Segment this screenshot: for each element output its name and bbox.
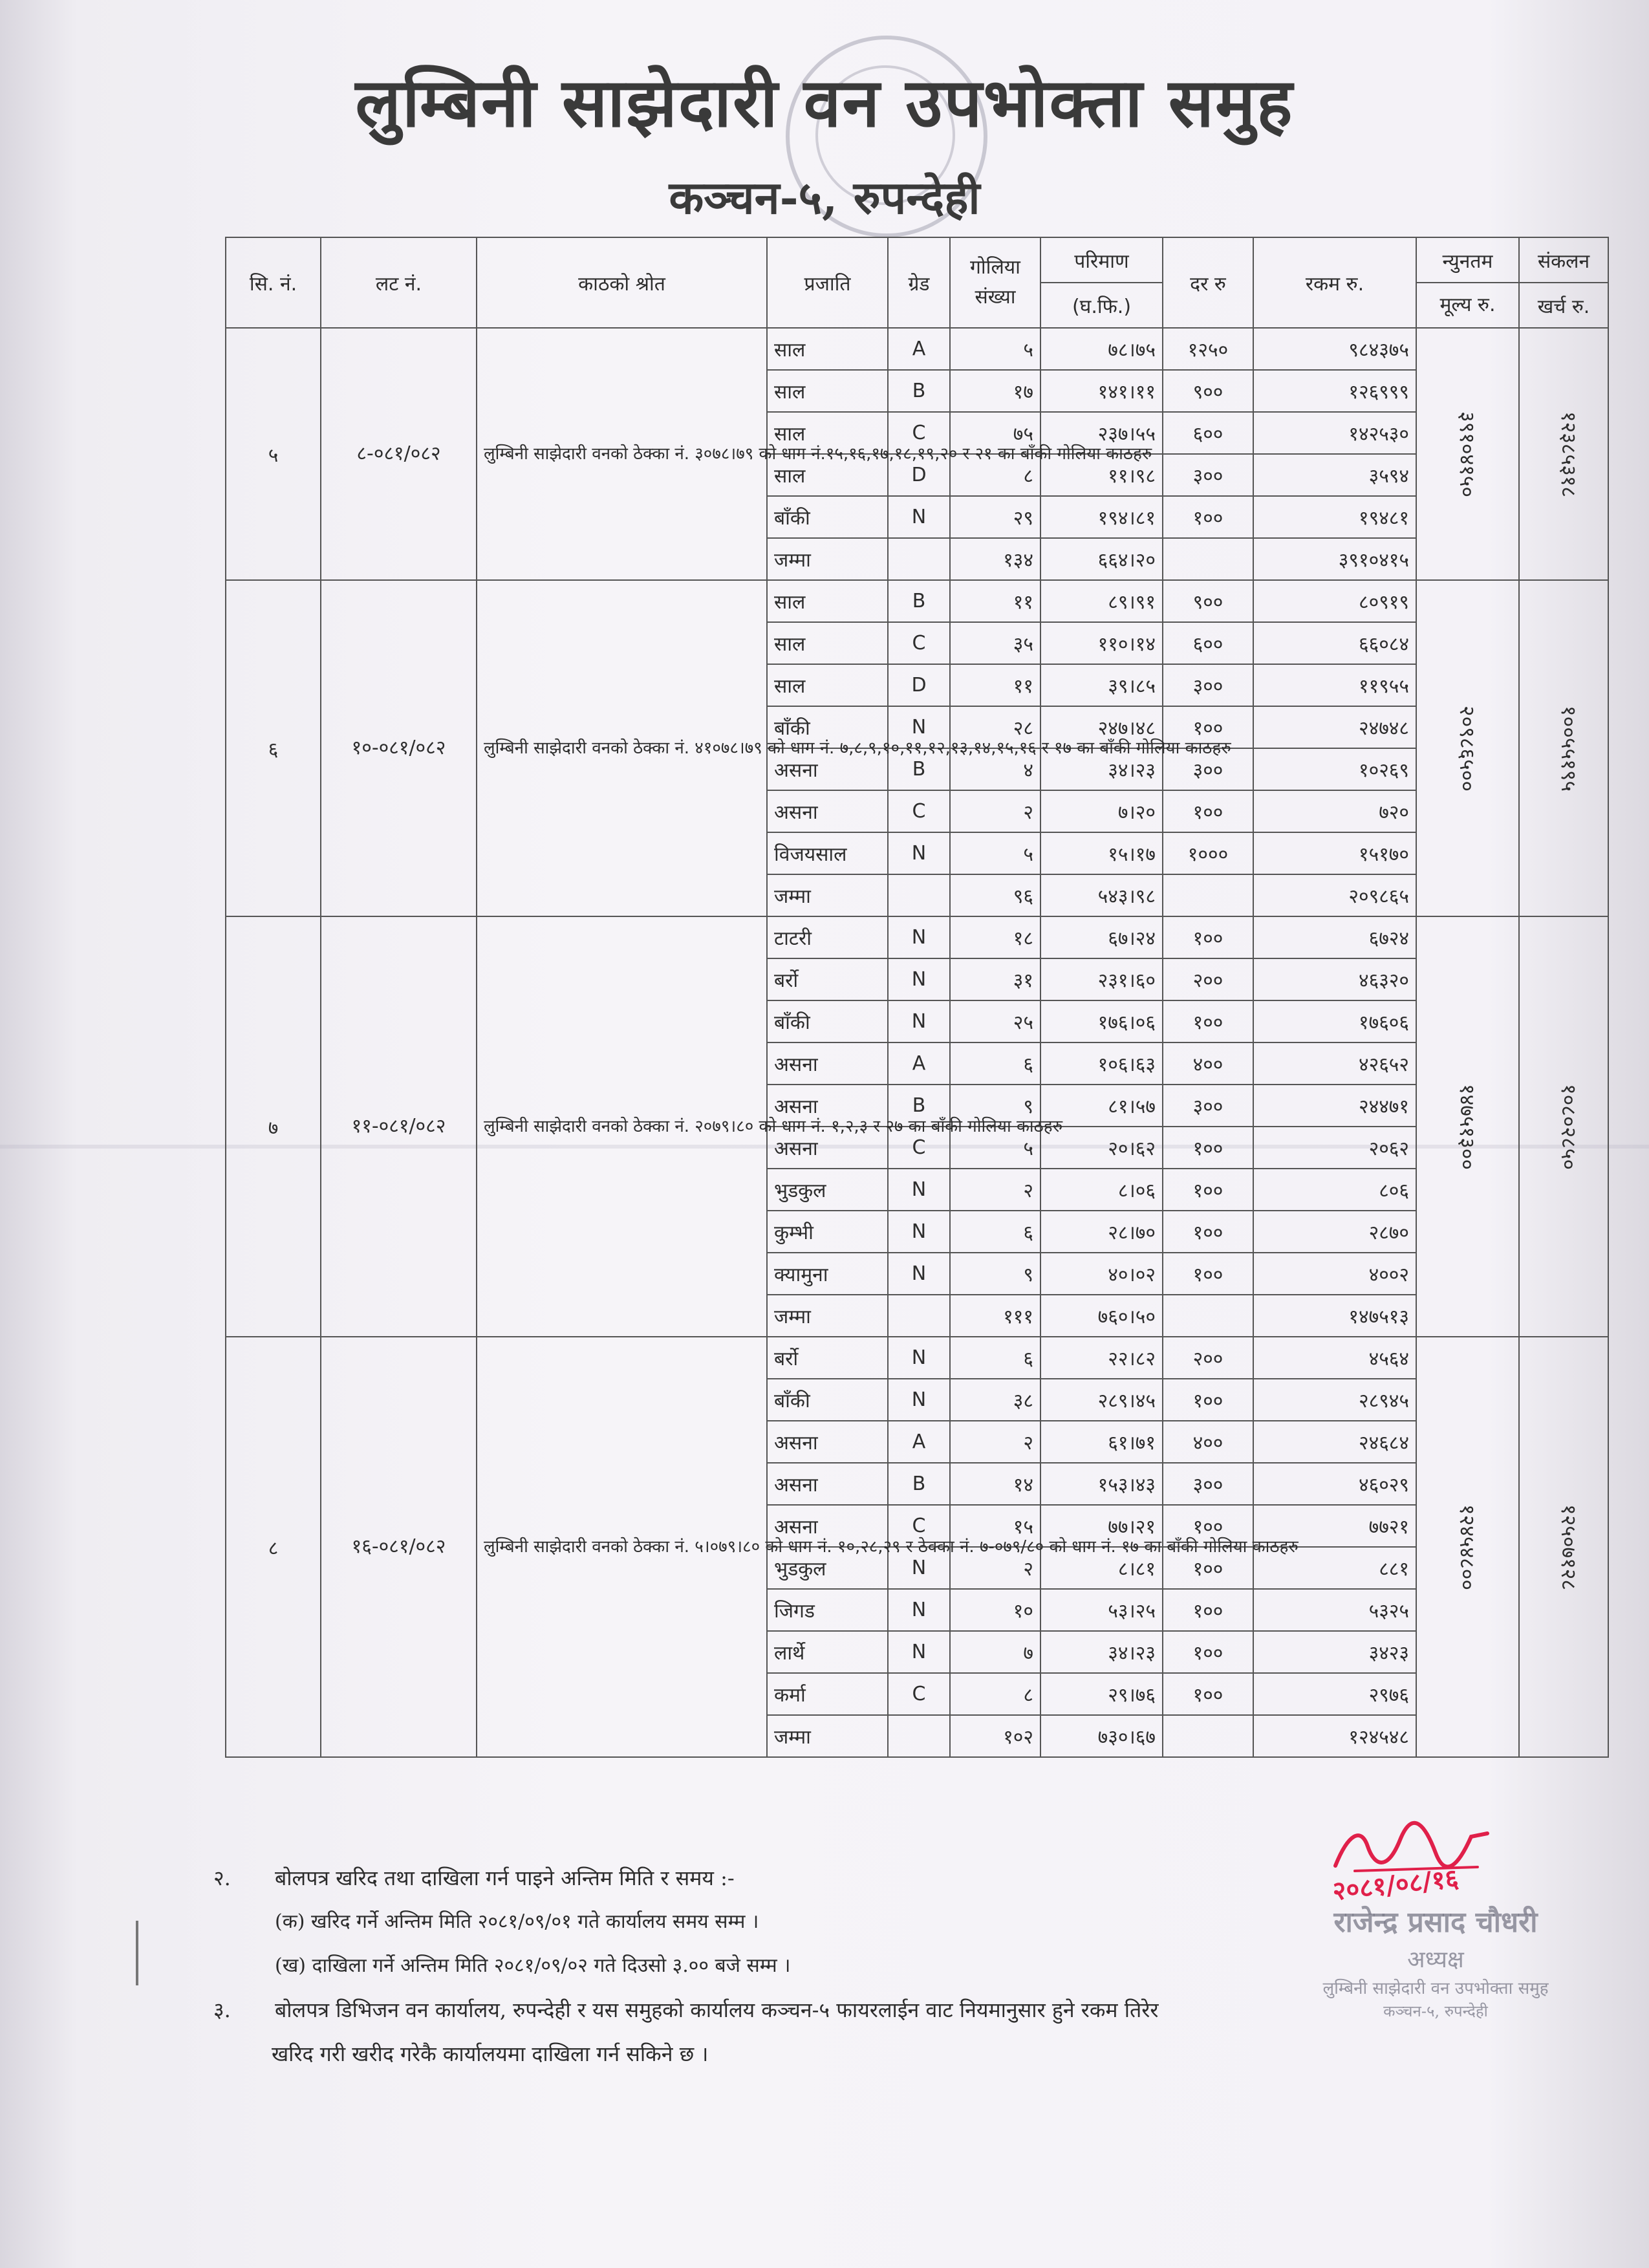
cell-empty — [888, 874, 950, 916]
cell-grade: B — [888, 1085, 950, 1127]
official-designation: अध्यक्ष — [1407, 1947, 1464, 1973]
cell-lot: १०-०८१/०८२ — [321, 580, 477, 916]
cell-source: लुम्बिनी साझेदारी वनको ठेक्का नं. ४१०७८।७९ को धाग नं. ७,८,९,१०,११,१२,१३,१४,१५,१६ र १७ का बाँकी गोलिया काठहरु — [477, 580, 767, 916]
cell-total-quantity: ७६०।५० — [1040, 1295, 1163, 1337]
cell-amount: २८९४५ — [1253, 1379, 1416, 1421]
cell-total-label: जम्मा — [767, 538, 888, 580]
cell-amount: ४६३२० — [1253, 958, 1416, 1000]
cell-quantity: १९४।८१ — [1040, 496, 1163, 538]
cell-total-quantity: ६६४।२० — [1040, 538, 1163, 580]
cell-species: असना — [767, 748, 888, 790]
cell-grade: C — [888, 1505, 950, 1547]
cell-quantity: ५३।२५ — [1040, 1589, 1163, 1631]
cell-count: ५ — [950, 1127, 1040, 1169]
cell-collection — [1519, 916, 1608, 1337]
collection-value: १२३८५३१८ — [1557, 411, 1582, 497]
page-subtitle: कञ्चन-५, रुपन्देही — [669, 171, 980, 224]
cell-amount: २४६८४ — [1253, 1421, 1416, 1463]
cell-quantity: ८।०६ — [1040, 1169, 1163, 1211]
official-address: कञ्चन-५, रुपन्देही — [1383, 2002, 1488, 2020]
cell-rate: १०० — [1163, 1631, 1253, 1673]
cell-grade: N — [888, 1000, 950, 1042]
cell-species: असना — [767, 1505, 888, 1547]
cell-rate: ६०० — [1163, 622, 1253, 664]
cell-empty — [1163, 1295, 1253, 1337]
cell-count: ६ — [950, 1211, 1040, 1253]
cell-amount: २८७० — [1253, 1211, 1416, 1253]
cell-amount: ८०९१९ — [1253, 580, 1416, 622]
cell-species: टाटरी — [767, 916, 888, 958]
cell-quantity: १७६।०६ — [1040, 1000, 1163, 1042]
cell-grade: N — [888, 1631, 950, 1673]
cell-rate: १०० — [1163, 1000, 1253, 1042]
margin-mark — [136, 1921, 138, 1985]
cell-amount: १९४८१ — [1253, 496, 1416, 538]
cell-species: बाँकी — [767, 706, 888, 748]
note-2b: (ख) दाखिला गर्ने अन्तिम मिति २०८१/०९/०२ गते दिउसो ३.०० बजे सम्म । — [275, 1954, 791, 1977]
col-collection-sub: खर्च रु. — [1519, 283, 1608, 328]
cell-count: ११ — [950, 664, 1040, 706]
table-row — [226, 1337, 1608, 1379]
cell-species: साल — [767, 412, 888, 454]
col-collection: संकलन — [1519, 237, 1608, 283]
cell-rate: ३०० — [1163, 454, 1253, 496]
cell-rate: ३०० — [1163, 1085, 1253, 1127]
cell-quantity: १५३।४३ — [1040, 1463, 1163, 1505]
cell-count: २ — [950, 790, 1040, 832]
cell-rate: ९०० — [1163, 370, 1253, 412]
cell-species: बाँकी — [767, 1379, 888, 1421]
cell-species: बाँकी — [767, 496, 888, 538]
note-text: बोलपत्र डिभिजन वन कार्यालय, रुपन्देही र यस समुहको कार्यालय कञ्चन-५ फायरलाईन वाट नियमानुसार हुने रकम तिरेर — [275, 1998, 1159, 2022]
cell-count: ९ — [950, 1085, 1040, 1127]
cell-sn: ७ — [226, 916, 321, 1337]
cell-lot: ११-०८१/०८२ — [321, 916, 477, 1337]
cell-species: बाँकी — [767, 1000, 888, 1042]
cell-sn: ६ — [226, 580, 321, 916]
cell-rate: १०० — [1163, 1169, 1253, 1211]
cell-quantity: ११०।१४ — [1040, 622, 1163, 664]
table-row — [226, 916, 1608, 958]
col-grade: ग्रेड — [888, 237, 950, 328]
table-header-row — [226, 237, 1608, 283]
cell-collection — [1519, 1337, 1608, 1757]
cell-quantity: ३४।२३ — [1040, 1631, 1163, 1673]
col-species: प्रजाति — [767, 237, 888, 328]
cell-quantity: २३७।५५ — [1040, 412, 1163, 454]
cell-amount: ९८४३७५ — [1253, 328, 1416, 370]
cell-species: असना — [767, 790, 888, 832]
cell-count: ९ — [950, 1253, 1040, 1295]
cell-quantity: ७७।२१ — [1040, 1505, 1163, 1547]
cell-species: जिगड — [767, 1589, 888, 1631]
cell-species: असना — [767, 1127, 888, 1169]
cell-total-amount: २०९८६५ — [1253, 874, 1416, 916]
cell-quantity: २८।७० — [1040, 1211, 1163, 1253]
minimum-value: १४७५१३०० — [1455, 1083, 1480, 1170]
col-minimum: न्युनतम — [1416, 237, 1519, 283]
cell-grade: N — [888, 1253, 950, 1295]
cell-quantity: २९।७६ — [1040, 1673, 1163, 1715]
cell-count: ७ — [950, 1631, 1040, 1673]
cell-total-label: जम्मा — [767, 1295, 888, 1337]
note-2a: (क) खरिद गर्ने अन्तिम मिति २०८१/०९/०१ गते कार्यालय समय सम्म । — [275, 1910, 759, 1933]
cell-count: १८ — [950, 916, 1040, 958]
cell-source: लुम्बिनी साझेदारी वनको ठेक्का नं. २०७९।८० को धाग नं. १,२,३ र २७ का बाँकी गोलिया काठहरु — [477, 916, 767, 1337]
cell-count: २ — [950, 1421, 1040, 1463]
cell-rate: १०० — [1163, 1505, 1253, 1547]
cell-grade: B — [888, 370, 950, 412]
col-quantity: परिमाण — [1040, 237, 1163, 283]
cell-grade: N — [888, 496, 950, 538]
cell-grade: A — [888, 328, 950, 370]
cell-rate: ३०० — [1163, 1463, 1253, 1505]
cell-species: साल — [767, 622, 888, 664]
cell-quantity: ८१।५७ — [1040, 1085, 1163, 1127]
cell-species: बर्रो — [767, 1337, 888, 1379]
cell-rate: १०० — [1163, 706, 1253, 748]
cell-grade: C — [888, 412, 950, 454]
col-amount: रकम रु. — [1253, 237, 1416, 328]
cell-grade: D — [888, 664, 950, 706]
page-title: लुम्बिनी साझेदारी वन उपभोक्ता समुह — [355, 63, 1294, 142]
cell-amount: ११९५५ — [1253, 664, 1416, 706]
cell-minimum — [1416, 328, 1519, 580]
cell-rate: ३०० — [1163, 664, 1253, 706]
cell-lot: ८-०८१/०८२ — [321, 328, 477, 580]
cell-quantity: २०।६२ — [1040, 1127, 1163, 1169]
cell-grade: N — [888, 1547, 950, 1589]
minimum-value: ३९१०४१५० — [1455, 411, 1480, 497]
cell-count: ३५ — [950, 622, 1040, 664]
note-number: ३. — [213, 1998, 231, 2022]
cell-rate: १०० — [1163, 1253, 1253, 1295]
cell-rate: १०० — [1163, 1379, 1253, 1421]
cell-rate: १०० — [1163, 1211, 1253, 1253]
cell-amount: १०२६९ — [1253, 748, 1416, 790]
cell-count: १७ — [950, 370, 1040, 412]
collection-value: १०८०२८५० — [1557, 1083, 1582, 1170]
cell-count: ६ — [950, 1337, 1040, 1379]
cell-amount: ६७२४ — [1253, 916, 1416, 958]
col-log-count: गोलिया संख्या — [950, 237, 1040, 328]
cell-species: साल — [767, 370, 888, 412]
cell-quantity: १०६।६३ — [1040, 1042, 1163, 1085]
official-organization: लुम्बिनी साझेदारी वन उपभोक्ता समुह — [1322, 1979, 1549, 1998]
cell-quantity: २२।८२ — [1040, 1337, 1163, 1379]
cell-empty — [1163, 874, 1253, 916]
cell-species: असना — [767, 1421, 888, 1463]
cell-count: ३८ — [950, 1379, 1040, 1421]
table-body — [226, 328, 1608, 1757]
cell-count: २८ — [950, 706, 1040, 748]
cell-quantity: ७८।७५ — [1040, 328, 1163, 370]
cell-species: क्यामुना — [767, 1253, 888, 1295]
cell-amount: ४२६५२ — [1253, 1042, 1416, 1085]
cell-quantity: १४१।११ — [1040, 370, 1163, 412]
cell-rate: १००० — [1163, 832, 1253, 874]
cell-count: ८ — [950, 454, 1040, 496]
cell-minimum — [1416, 580, 1519, 916]
cell-grade: B — [888, 580, 950, 622]
cell-count: २ — [950, 1169, 1040, 1211]
cell-total-count: १११ — [950, 1295, 1040, 1337]
cell-quantity: ३४।२३ — [1040, 748, 1163, 790]
cell-source: लुम्बिनी साझेदारी वनको ठेक्का नं. ३०७८।७९ को धाग नं.१५,१६,१७,१८,१९,२० र २१ का बाँकी गोलिया काठहरु — [477, 328, 767, 580]
cell-total-label: जम्मा — [767, 874, 888, 916]
table-row — [226, 328, 1608, 370]
cell-amount: ४००२ — [1253, 1253, 1416, 1295]
cell-empty — [888, 538, 950, 580]
cell-count: ७५ — [950, 412, 1040, 454]
cell-species: भुडकुल — [767, 1169, 888, 1211]
cell-grade: N — [888, 916, 950, 958]
cell-quantity: ८९।९१ — [1040, 580, 1163, 622]
cell-amount: ७२० — [1253, 790, 1416, 832]
cell-quantity: ८।८१ — [1040, 1547, 1163, 1589]
cell-quantity: २४७।४८ — [1040, 706, 1163, 748]
cell-rate: १०० — [1163, 1589, 1253, 1631]
cell-species: असना — [767, 1042, 888, 1085]
minimum-value: २०९८६५०० — [1455, 705, 1480, 792]
cell-source: लुम्बिनी साझेदारी वनको ठेक्का नं. ५।०७९।८० को धाग नं. १०,२८,२९ र ठेक्का नं. ७-०७९/८० को धाग नं. १७ का बाँकी गोलिया काठहरु — [477, 1337, 767, 1757]
cell-species: साल — [767, 664, 888, 706]
cell-sn: ८ — [226, 1337, 321, 1757]
cell-total-quantity: ७३०।६७ — [1040, 1715, 1163, 1757]
cell-count: ८ — [950, 1673, 1040, 1715]
cell-rate: २०० — [1163, 1337, 1253, 1379]
cell-quantity: ७।२० — [1040, 790, 1163, 832]
col-quantity-unit: (घ.फि.) — [1040, 283, 1163, 328]
cell-rate: १०० — [1163, 1673, 1253, 1715]
cell-amount: ७७२१ — [1253, 1505, 1416, 1547]
cell-grade: A — [888, 1042, 950, 1085]
collection-value: १००५५१९५ — [1557, 705, 1582, 792]
cell-amount: २९७६ — [1253, 1673, 1416, 1715]
cell-grade: N — [888, 958, 950, 1000]
cell-minimum — [1416, 1337, 1519, 1757]
cell-total-count: १०२ — [950, 1715, 1040, 1757]
cell-total-count: १३४ — [950, 538, 1040, 580]
cell-amount: ४६०२९ — [1253, 1463, 1416, 1505]
cell-total-amount: ३९१०४१५ — [1253, 538, 1416, 580]
cell-quantity: ६१।७१ — [1040, 1421, 1163, 1463]
cell-rate: ४०० — [1163, 1421, 1253, 1463]
cell-quantity: ११।९८ — [1040, 454, 1163, 496]
cell-minimum — [1416, 916, 1519, 1337]
signature-date: २०८१/०८/१६ — [1331, 1863, 1460, 1907]
cell-empty — [888, 1715, 950, 1757]
cell-count: ५ — [950, 328, 1040, 370]
cell-amount: ५३२५ — [1253, 1589, 1416, 1631]
table-row — [226, 580, 1608, 622]
note-text: बोलपत्र खरिद तथा दाखिला गर्न पाइने अन्तिम मिति र समय :- — [275, 1866, 735, 1890]
cell-grade: N — [888, 706, 950, 748]
cell-lot: १६-०८१/०८२ — [321, 1337, 477, 1757]
cell-quantity: १५।१७ — [1040, 832, 1163, 874]
cell-amount: १४२५३० — [1253, 412, 1416, 454]
cell-total-amount: १४७५१३ — [1253, 1295, 1416, 1337]
cell-rate: १०० — [1163, 916, 1253, 958]
timber-lot-table — [225, 237, 1609, 1758]
cell-quantity: ६७।२४ — [1040, 916, 1163, 958]
cell-grade: N — [888, 1211, 950, 1253]
cell-rate: १२५० — [1163, 328, 1253, 370]
cell-grade: C — [888, 790, 950, 832]
cell-species: विजयसाल — [767, 832, 888, 874]
cell-rate: १०० — [1163, 790, 1253, 832]
cell-grade: N — [888, 832, 950, 874]
cell-grade: B — [888, 748, 950, 790]
cell-quantity: ४०।०२ — [1040, 1253, 1163, 1295]
cell-total-amount: १२४५४८ — [1253, 1715, 1416, 1757]
cell-count: ५ — [950, 832, 1040, 874]
cell-rate: २०० — [1163, 958, 1253, 1000]
cell-grade: N — [888, 1589, 950, 1631]
cell-count: १४ — [950, 1463, 1040, 1505]
cell-species: साल — [767, 454, 888, 496]
cell-amount: १५१७० — [1253, 832, 1416, 874]
cell-species: कर्मा — [767, 1673, 888, 1715]
cell-quantity: ३९।८५ — [1040, 664, 1163, 706]
col-sn: सि. नं. — [226, 237, 321, 328]
cell-total-count: ९६ — [950, 874, 1040, 916]
collection-value: १२५०७१२८ — [1557, 1504, 1582, 1590]
cell-grade: N — [888, 1379, 950, 1421]
cell-quantity: २८९।४५ — [1040, 1379, 1163, 1421]
cell-species: साल — [767, 580, 888, 622]
cell-total-label: जम्मा — [767, 1715, 888, 1757]
cell-amount: ३५९४ — [1253, 454, 1416, 496]
col-minimum-sub: मूल्य रु. — [1416, 283, 1519, 328]
cell-rate: ९०० — [1163, 580, 1253, 622]
col-rate: दर रु — [1163, 237, 1253, 328]
cell-species: साल — [767, 328, 888, 370]
cell-amount: २४७४८ — [1253, 706, 1416, 748]
cell-grade: C — [888, 1127, 950, 1169]
cell-grade: N — [888, 1169, 950, 1211]
cell-total-quantity: ५४३।९८ — [1040, 874, 1163, 916]
cell-empty — [1163, 538, 1253, 580]
cell-amount: १२६९९९ — [1253, 370, 1416, 412]
cell-amount: ४५६४ — [1253, 1337, 1416, 1379]
cell-grade: C — [888, 1673, 950, 1715]
cell-rate: १०० — [1163, 1547, 1253, 1589]
cell-rate: ४०० — [1163, 1042, 1253, 1085]
note-number: २. — [213, 1866, 231, 1890]
col-source: काठको श्रोत — [477, 237, 767, 328]
cell-species: असना — [767, 1085, 888, 1127]
note-3-continued: खरिद गरी खरीद गरेकै कार्यालयमा दाखिला गर्न सकिने छ । — [272, 2042, 709, 2066]
cell-count: ४ — [950, 748, 1040, 790]
cell-quantity: २३१।६० — [1040, 958, 1163, 1000]
official-stamp — [1267, 1901, 1604, 2022]
cell-grade: N — [888, 1337, 950, 1379]
cell-collection — [1519, 580, 1608, 916]
cell-rate: १०० — [1163, 496, 1253, 538]
cell-sn: ५ — [226, 328, 321, 580]
cell-count: १० — [950, 1589, 1040, 1631]
cell-count: ६ — [950, 1042, 1040, 1085]
cell-rate: ३०० — [1163, 748, 1253, 790]
cell-count: १५ — [950, 1505, 1040, 1547]
minimum-value: १२४५४८०० — [1455, 1504, 1480, 1590]
cell-empty — [888, 1295, 950, 1337]
cell-amount: १७६०६ — [1253, 1000, 1416, 1042]
cell-species: लार्थे — [767, 1631, 888, 1673]
cell-amount: २४४७१ — [1253, 1085, 1416, 1127]
cell-count: २ — [950, 1547, 1040, 1589]
cell-empty — [1163, 1715, 1253, 1757]
cell-grade: A — [888, 1421, 950, 1463]
cell-species: असना — [767, 1463, 888, 1505]
col-lot: लट नं. — [321, 237, 477, 328]
cell-amount: २०६२ — [1253, 1127, 1416, 1169]
cell-collection — [1519, 328, 1608, 580]
cell-rate: १०० — [1163, 1127, 1253, 1169]
cell-amount: ८८१ — [1253, 1547, 1416, 1589]
cell-count: २५ — [950, 1000, 1040, 1042]
cell-count: २९ — [950, 496, 1040, 538]
cell-species: भुडकुल — [767, 1547, 888, 1589]
cell-species: बर्रो — [767, 958, 888, 1000]
cell-species: कुम्भी — [767, 1211, 888, 1253]
cell-rate: ६०० — [1163, 412, 1253, 454]
cell-grade: D — [888, 454, 950, 496]
cell-amount: ८०६ — [1253, 1169, 1416, 1211]
cell-amount: ३४२३ — [1253, 1631, 1416, 1673]
cell-count: ११ — [950, 580, 1040, 622]
cell-amount: ६६०८४ — [1253, 622, 1416, 664]
cell-grade: C — [888, 622, 950, 664]
cell-count: ३१ — [950, 958, 1040, 1000]
cell-grade: B — [888, 1463, 950, 1505]
official-name: राजेन्द्र प्रसाद चौधरी — [1333, 1906, 1538, 1939]
